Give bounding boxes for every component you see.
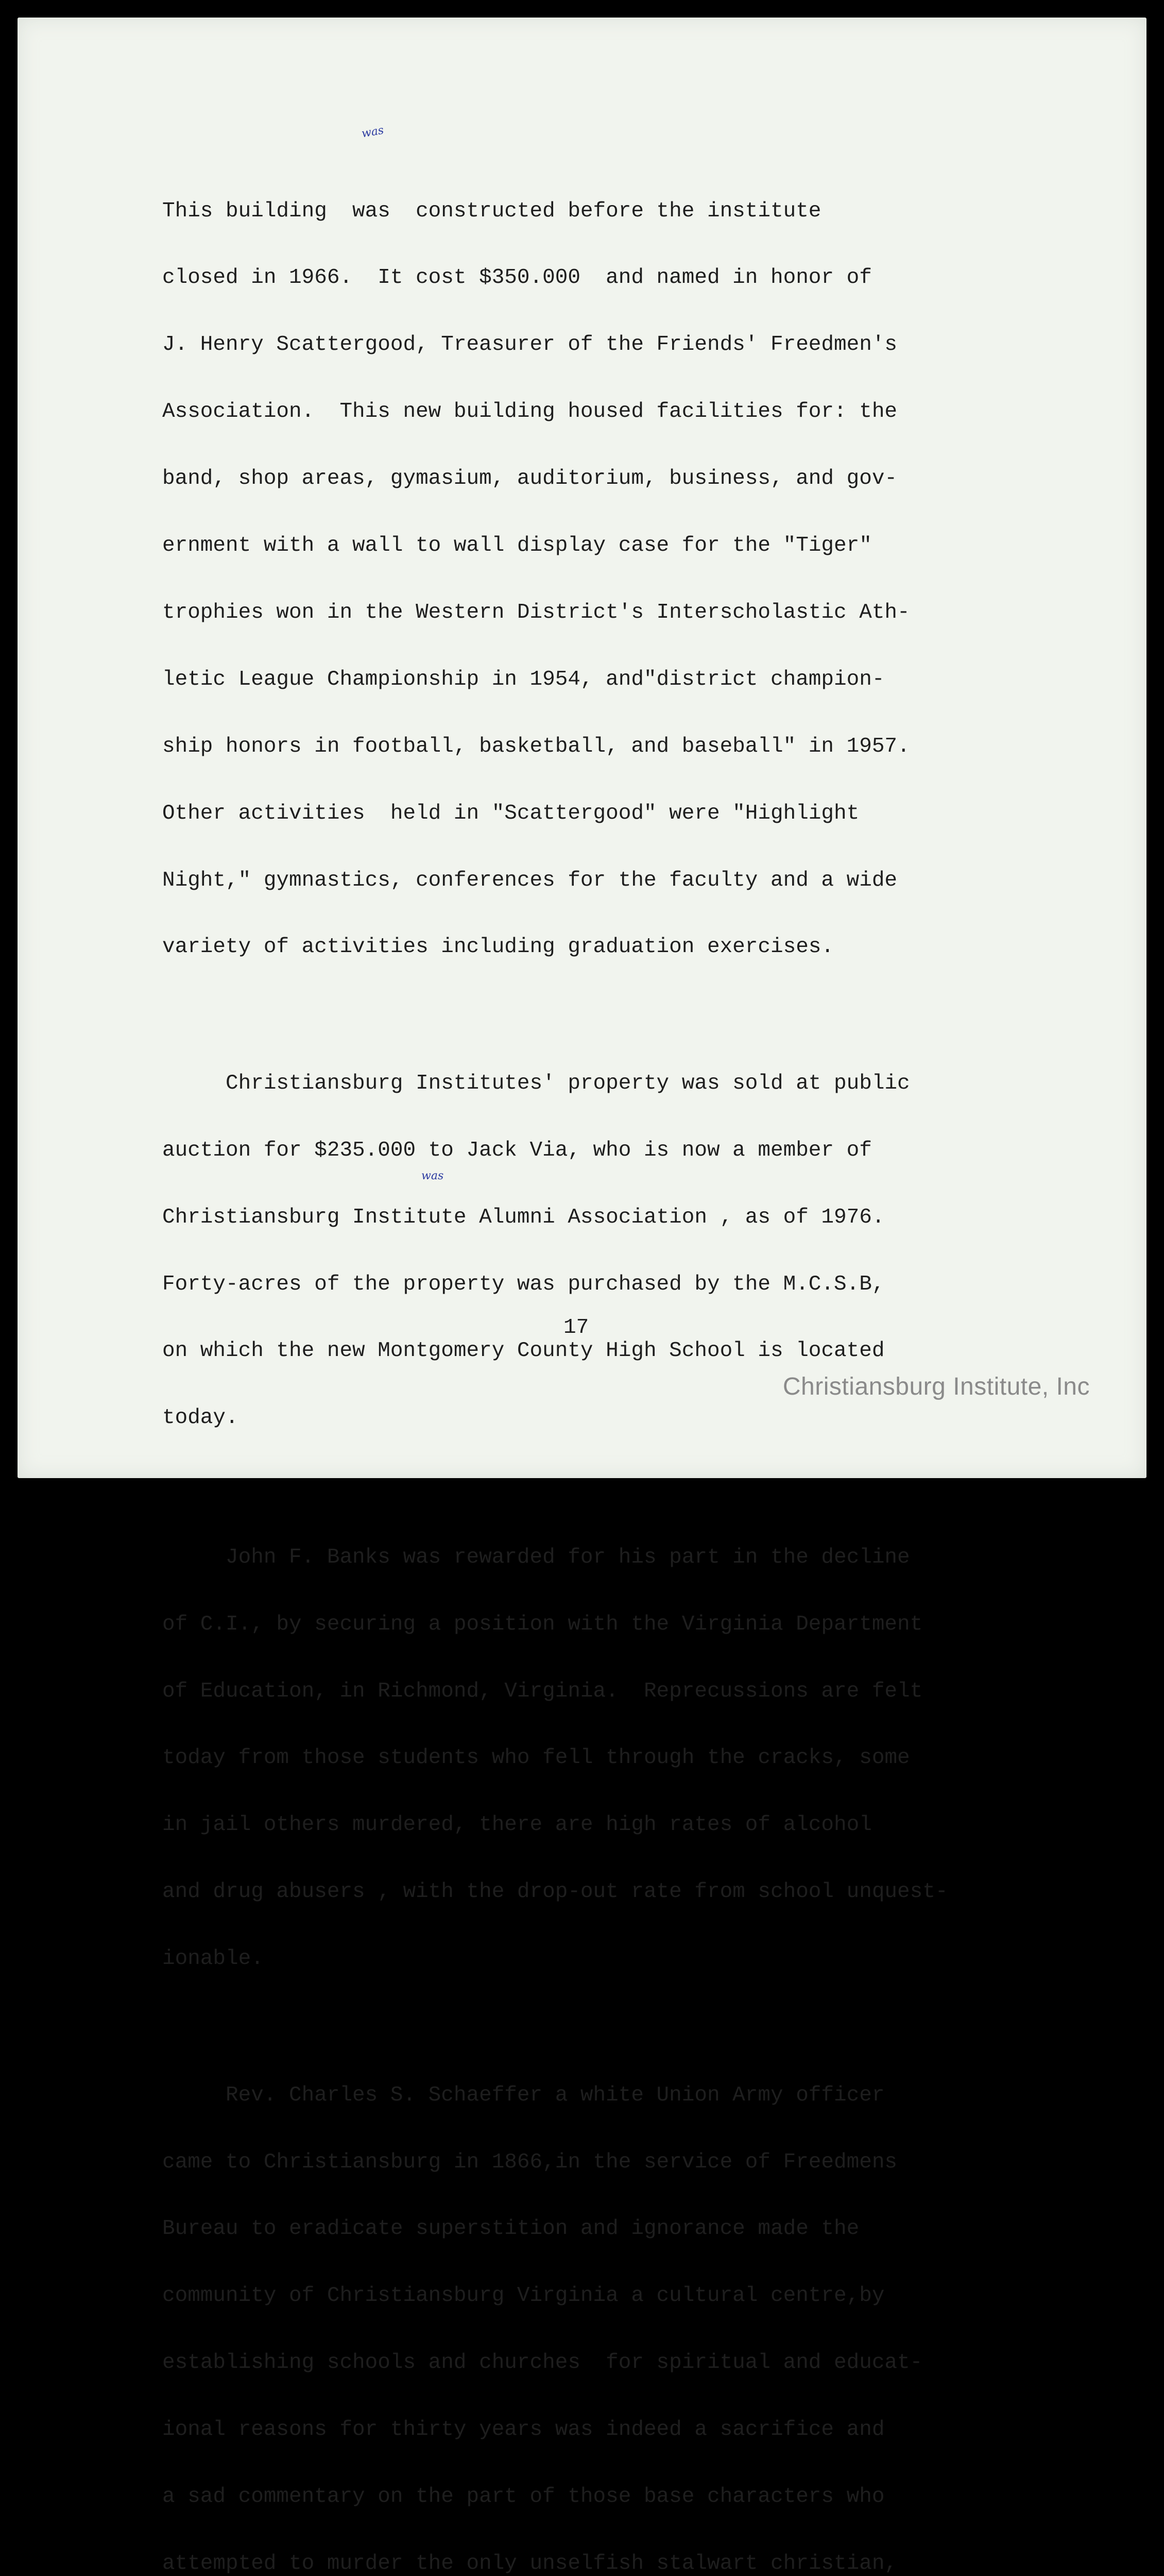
text-line: Forty-acres of the property was purchased by the M.C.S.B, <box>162 1272 885 1296</box>
text-line: Association. This new building housed facilities for: the <box>162 400 898 424</box>
text-line: of Education, in Richmond, Virginia. Reprecussions are felt <box>162 1679 923 1703</box>
text-line: John F. Banks was rewarded for his part in the decline <box>162 1545 910 1569</box>
text-line: today. <box>162 1406 238 1430</box>
text-line: came to Christiansburg in 1866,in the service of Freedmens <box>162 2150 898 2174</box>
text-line: band, shop areas, gymasium, auditorium, business, and gov- <box>162 467 898 491</box>
text-line: attempted to murder the only unselfish stalwart christian, <box>162 2551 898 2575</box>
text-line: ionable. <box>162 1947 264 1971</box>
typed-text-body <box>162 156 1038 2576</box>
text-line: J. Henry Scattergood, Treasurer of the Friends' Freedmen's <box>162 333 898 357</box>
text-line: ional reasons for thirty years was indeed a sacrifice and <box>162 2418 885 2442</box>
handwritten-insertion-1: was <box>361 124 385 141</box>
text-line: in jail others murdered, there are high rates of alcohol <box>162 1813 872 1837</box>
text-line: trophies won in the Western District's Interscholastic Ath- <box>162 600 910 624</box>
paragraph-rev-schaeffer <box>162 2040 1038 2576</box>
text-line: variety of activities including graduation exercises. <box>162 935 834 959</box>
text-line: community of Christiansburg Virginia a cultural centre,by <box>162 2284 885 2308</box>
paragraph-john-banks <box>162 1502 1038 2015</box>
text-line: a sad commentary on the part of those base characters who <box>162 2484 885 2509</box>
text-line: This building was constructed before the institute <box>162 199 821 223</box>
text-line: Christiansburg Institute Alumni Association , as of 1976. <box>162 1205 885 1229</box>
paragraph-scattergood-building <box>162 156 1038 1003</box>
text-line: Christiansburg Institutes' property was sold at public <box>162 1071 910 1095</box>
text-line: Night," gymnastics, conferences for the faculty and a wide <box>162 868 898 892</box>
text-line: of C.I., by securing a position with the Virginia Department <box>162 1612 923 1636</box>
text-line: establishing schools and churches for spiritual and educat- <box>162 2351 923 2375</box>
text-line: closed in 1966. It cost $350.000 and named in honor of <box>162 266 872 290</box>
watermark-text: Christiansburg Institute, Inc <box>782 1373 1090 1400</box>
text-line: letic League Championship in 1954, and"district champion- <box>162 667 885 691</box>
text-line: Other activities held in "Scattergood" were "Highlight <box>162 801 860 825</box>
page-number: 17 <box>563 1316 589 1340</box>
text-line: Rev. Charles S. Schaeffer a white Union Army officer <box>162 2083 885 2107</box>
text-line: ship honors in football, basketball, and baseball" in 1957. <box>162 734 910 758</box>
paragraph-property-auction <box>162 1028 1038 1474</box>
text-line: ernment with a wall to wall display case for the "Tiger" <box>162 534 872 558</box>
text-line: today from those students who fell through the cracks, some <box>162 1746 910 1770</box>
text-line: auction for $235.000 to Jack Via, who is now a member of <box>162 1138 872 1162</box>
text-line: and drug abusers , with the drop-out rate from school unquest- <box>162 1880 948 1904</box>
document-page <box>18 18 1146 2575</box>
text-line: on which the new Montgomery County High School is located <box>162 1339 885 1363</box>
text-line: Bureau to eradicate superstition and ignorance made the <box>162 2217 860 2241</box>
handwritten-insertion-2: was <box>421 1170 444 1182</box>
